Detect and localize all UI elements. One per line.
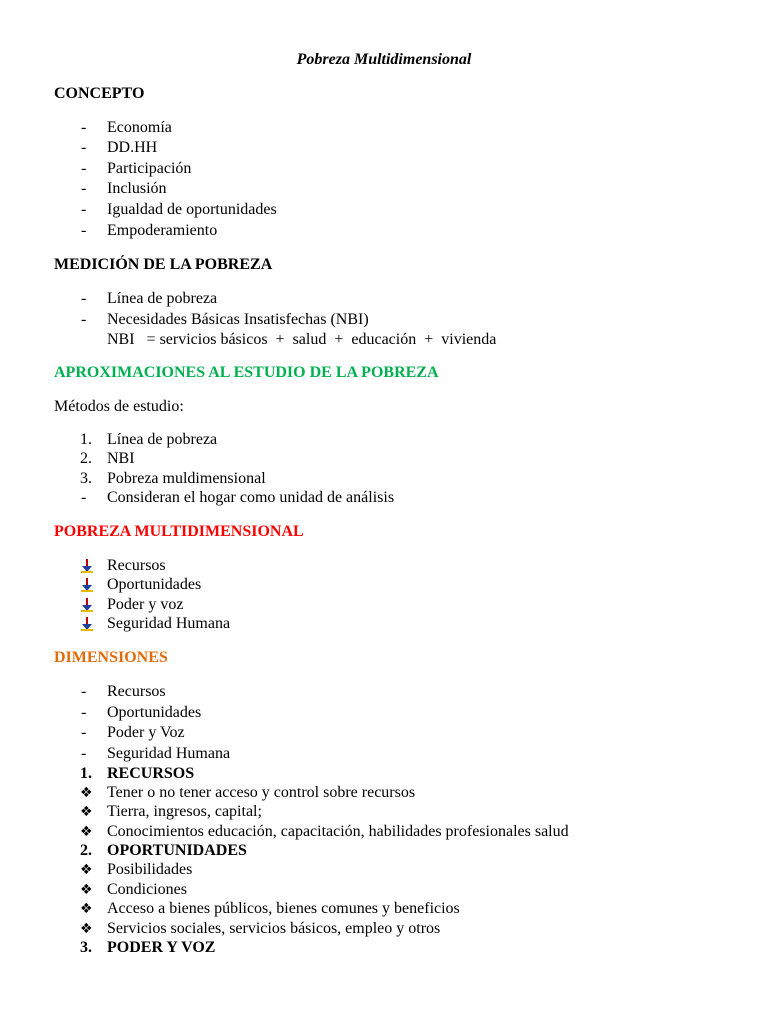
dimensiones-heading: DIMENSIONES bbox=[54, 649, 168, 666]
concepto-heading: CONCEPTO bbox=[54, 85, 145, 102]
concepto-item: DD.HH bbox=[107, 139, 158, 156]
list-number: 3. bbox=[80, 470, 92, 487]
recursos-bullet: Conocimientos educación, capacitación, habilidades profesionales salud bbox=[107, 823, 569, 840]
multidimensional-heading: POBREZA MULTIDIMENSIONAL bbox=[54, 523, 304, 540]
section-number: 3. bbox=[80, 939, 92, 956]
concepto-item: Igualdad de oportunidades bbox=[107, 201, 277, 218]
multidimensional-item: Poder y voz bbox=[107, 596, 184, 613]
arrow-down-icon bbox=[80, 617, 94, 631]
multidimensional-item: Seguridad Humana bbox=[107, 615, 231, 632]
dash-bullet-icon: - bbox=[81, 745, 87, 762]
section-title-recursos: RECURSOS bbox=[107, 765, 195, 782]
dash-bullet-icon: - bbox=[81, 222, 87, 239]
section-title-poder-y-voz: PODER Y VOZ bbox=[107, 939, 216, 956]
list-number: 1. bbox=[80, 431, 92, 448]
diamond-bullet-icon: ❖ bbox=[80, 901, 93, 917]
dash-bullet-icon: - bbox=[81, 489, 87, 506]
arrow-down-icon bbox=[80, 598, 94, 612]
metodo-item: NBI bbox=[107, 450, 135, 467]
concepto-item: Economía bbox=[107, 119, 172, 136]
medicion-item: Línea de pobreza bbox=[107, 290, 218, 307]
diamond-bullet-icon: ❖ bbox=[80, 862, 93, 878]
dash-bullet-icon: - bbox=[81, 139, 87, 156]
dash-bullet-icon: - bbox=[81, 683, 87, 700]
recursos-bullet: Tener o no tener acceso y control sobre recursos bbox=[107, 784, 416, 801]
concepto-item: Inclusión bbox=[107, 180, 167, 197]
diamond-bullet-icon: ❖ bbox=[80, 804, 93, 820]
diamond-bullet-icon: ❖ bbox=[80, 824, 93, 840]
concepto-item: Empoderamiento bbox=[107, 222, 218, 239]
list-number: 2. bbox=[80, 450, 92, 467]
diamond-bullet-icon: ❖ bbox=[80, 921, 93, 937]
metodo-item: Pobreza muldimensional bbox=[107, 470, 266, 487]
arrow-down-icon bbox=[80, 578, 94, 592]
recursos-bullet: Tierra, ingresos, capital; bbox=[107, 803, 262, 820]
medicion-item: Necesidades Básicas Insatisfechas (NBI) bbox=[107, 311, 369, 328]
dash-bullet-icon: - bbox=[81, 201, 87, 218]
metodos-intro: Métodos de estudio: bbox=[54, 398, 184, 415]
dimension-item: Seguridad Humana bbox=[107, 745, 231, 762]
oportunidades-bullet: Posibilidades bbox=[107, 861, 193, 878]
section-number: 1. bbox=[80, 765, 92, 782]
dash-bullet-icon: - bbox=[81, 290, 87, 307]
dimension-item: Recursos bbox=[107, 683, 166, 700]
aproximaciones-heading: APROXIMACIONES AL ESTUDIO DE LA POBREZA bbox=[54, 364, 439, 381]
metodo-note: Consideran el hogar como unidad de análisis bbox=[107, 489, 395, 506]
metodo-item: Línea de pobreza bbox=[107, 431, 218, 448]
arrow-down-icon bbox=[80, 559, 94, 573]
oportunidades-bullet: Acceso a bienes públicos, bienes comunes y beneficios bbox=[107, 900, 460, 917]
oportunidades-bullet: Servicios sociales, servicios básicos, empleo y otros bbox=[107, 920, 441, 937]
dimension-item: Poder y Voz bbox=[107, 724, 185, 741]
diamond-bullet-icon: ❖ bbox=[80, 785, 93, 801]
document-title: Pobreza Multidimensional bbox=[296, 51, 472, 68]
dash-bullet-icon: - bbox=[81, 119, 87, 136]
dash-bullet-icon: - bbox=[81, 160, 87, 177]
diamond-bullet-icon: ❖ bbox=[80, 882, 93, 898]
dash-bullet-icon: - bbox=[81, 180, 87, 197]
concepto-item: Participación bbox=[107, 160, 192, 177]
nbi-formula: NBI = servicios básicos + salud + educación + vivienda bbox=[107, 331, 497, 348]
section-number: 2. bbox=[80, 842, 92, 859]
dash-bullet-icon: - bbox=[81, 311, 87, 328]
dimension-item: Oportunidades bbox=[107, 704, 202, 721]
medicion-heading: MEDICIÓN DE LA POBREZA bbox=[54, 256, 273, 273]
dash-bullet-icon: - bbox=[81, 724, 87, 741]
dash-bullet-icon: - bbox=[81, 704, 87, 721]
multidimensional-item: Recursos bbox=[107, 557, 166, 574]
multidimensional-item: Oportunidades bbox=[107, 576, 202, 593]
oportunidades-bullet: Condiciones bbox=[107, 881, 187, 898]
section-title-oportunidades: OPORTUNIDADES bbox=[107, 842, 247, 859]
